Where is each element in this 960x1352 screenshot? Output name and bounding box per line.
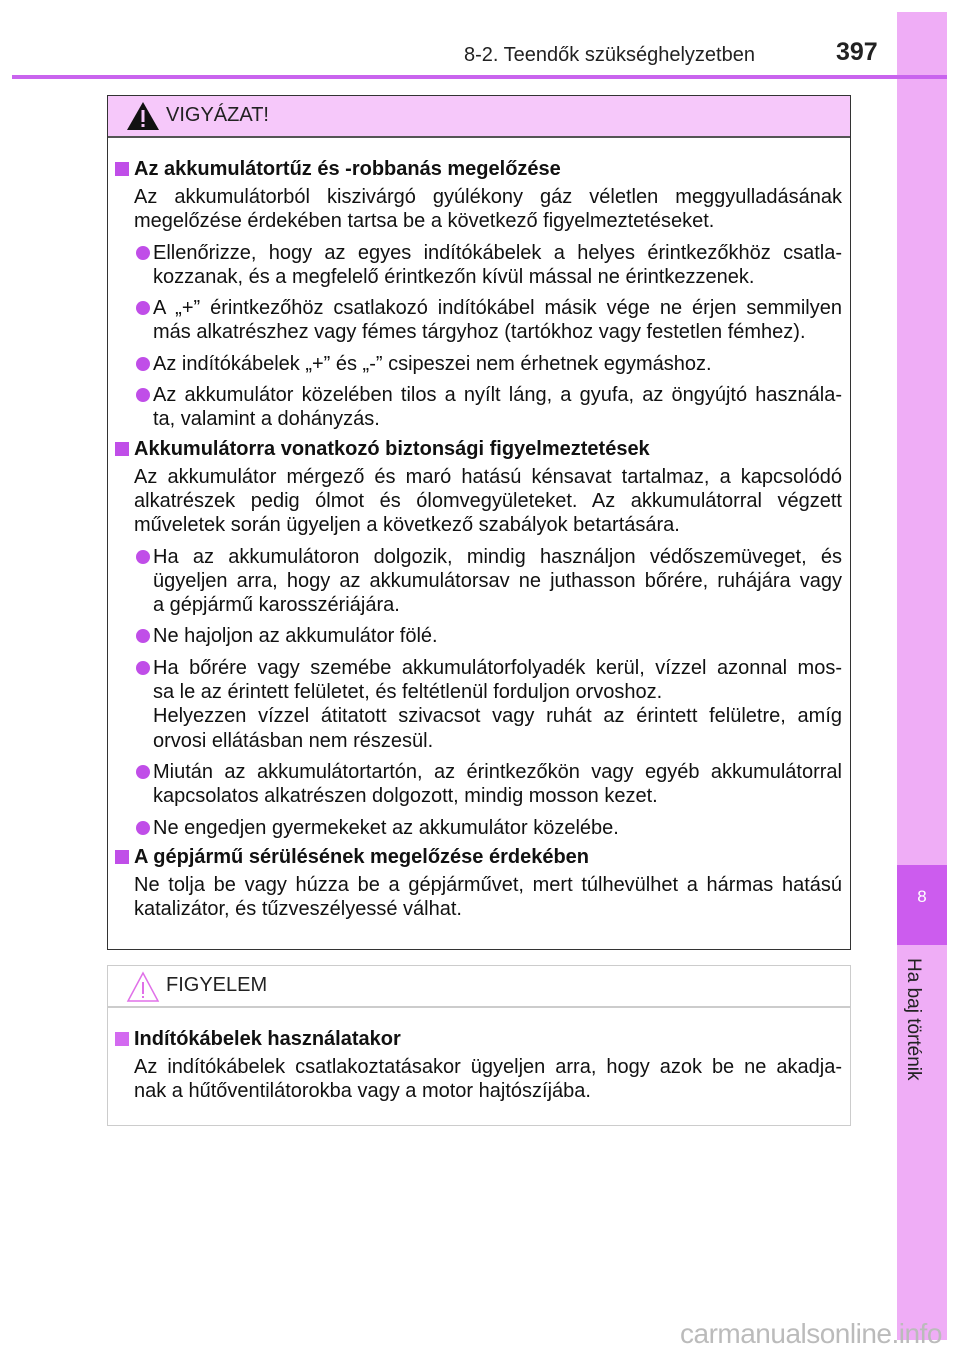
heading-text: Indítókábelek használatakor: [134, 1028, 401, 1050]
text-line: katalizátor, és tűzveszélyessé válhat.: [134, 898, 462, 921]
chapter-label: Ha baj történik: [903, 958, 924, 1081]
text-line: kapcsolatos alkatrészen dolgozott, mindig mosson kezet.: [153, 785, 658, 808]
section-title: 8-2. Teendők szükséghelyzetben: [464, 44, 755, 66]
text-line: Az indítókábelek „+” és „-” csipeszei nem érhetnek egymáshoz.: [153, 352, 712, 375]
chapter-side-tab: [897, 12, 947, 1340]
round-bullet-icon: [136, 357, 150, 371]
text-line: orvosi ellátásban nem részesül.: [153, 729, 434, 752]
round-bullet-icon: [136, 301, 150, 315]
text-line: Ha bőrére vagy szemébe akkumulátorfolyadék kerül, vízzel azonnal mos-: [153, 656, 842, 679]
round-bullet-icon: [136, 550, 150, 564]
section-heading: [114, 844, 842, 870]
notice-box: [107, 965, 851, 1126]
warning-header: [108, 96, 850, 138]
text-line: műveletek során ügyeljen a következő szabályok betartására.: [134, 514, 680, 537]
heading-text: Akkumulátorra vonatkozó biztonsági figyelmeztetések: [134, 437, 650, 460]
text-line: kozzanak, és a megfelelő érintkezőn kívül mással ne érintkezzenek.: [153, 265, 755, 288]
bullet-item: [114, 760, 842, 809]
notice-title: FIGYELEM: [166, 974, 268, 996]
warning-outline-icon: [126, 971, 160, 1003]
paragraph: [114, 465, 842, 538]
bullet-item: [114, 656, 842, 753]
warning-box: [107, 95, 851, 950]
section-heading: [114, 1026, 842, 1052]
text-line: Az akkumulátor mérgező és maró hatású kénsavat tartalmaz, a kapcsolódó: [134, 465, 842, 488]
text-line: nak a hűtőventilátorokba vagy a motor hajtószíjába.: [134, 1080, 591, 1103]
warning-triangle-icon: [126, 101, 160, 131]
paragraph: [114, 1055, 842, 1104]
section-heading: [114, 156, 842, 182]
notice-header: [108, 966, 850, 1008]
bullet-item: [114, 624, 842, 648]
text-line: Az akkumulátorból kiszivárgó gyúlékony gáz véletlen meggyulladásának: [134, 186, 842, 208]
round-bullet-icon: [136, 629, 150, 643]
watermark: carmanualsonline.info: [680, 1318, 942, 1349]
square-bullet-icon: [115, 162, 129, 176]
bullet-item: [114, 241, 842, 290]
heading-text: A gépjármű sérülésének megelőzése érdekében: [134, 845, 590, 868]
warning-content: [108, 138, 850, 921]
chapter-number: 8: [897, 865, 947, 945]
text-line: ta, valamint a dohányzás.: [153, 408, 380, 431]
text-line: sa le az érintett felületet, és feltétlenül forduljon orvoshoz.: [153, 681, 663, 704]
text-line: Az indítókábelek csatlakoztatásakor ügyeljen arra, hogy azok be ne akadja-: [134, 1056, 842, 1078]
paragraph: [114, 185, 842, 234]
page-number: 397: [836, 38, 878, 66]
header-rule: [12, 75, 947, 79]
text-line: Ne tolja be vagy húzza be a gépjárművet, mert túlhevülhet a hármas hatású: [134, 873, 842, 896]
bullet-item: [114, 816, 842, 840]
round-bullet-icon: [136, 246, 150, 260]
text-line: Helyezzen vízzel átitatott szivacsot vagy ruhát az érintett felületre, amíg: [153, 705, 842, 728]
text-line: megelőzése érdekében tartsa be a következő figyelmeztetéseket.: [134, 210, 715, 233]
text-line: Ellenőrizze, hogy az egyes indítókábelek a helyes érintkezőkhöz csatla-: [153, 241, 842, 264]
round-bullet-icon: [136, 821, 150, 835]
round-bullet-icon: [136, 765, 150, 779]
paragraph: [114, 873, 842, 922]
text-line: a gépjármű karosszériájára.: [153, 594, 400, 617]
round-bullet-icon: [136, 661, 150, 675]
square-bullet-icon: [115, 850, 129, 864]
section-heading: [114, 436, 842, 462]
text-line: Ne engedjen gyermekeket az akkumulátor közelébe.: [153, 816, 619, 839]
text-line: más alkatrészhez vagy fémes tárgyhoz (tartókhoz vagy festetlen fémhez).: [153, 321, 806, 344]
text-line: Ne hajoljon az akkumulátor fölé.: [153, 625, 438, 648]
heading-text: Az akkumulátortűz és -robbanás megelőzése: [134, 158, 561, 180]
round-bullet-icon: [136, 388, 150, 402]
bullet-item: [114, 296, 842, 345]
warning-title: VIGYÁZAT!: [166, 104, 269, 126]
bullet-item: [114, 352, 842, 376]
square-bullet-icon: [115, 442, 129, 456]
notice-content: [108, 1008, 850, 1104]
text-line: Miután az akkumulátortartón, az érintkezőkön vagy egyéb akkumulátorral: [153, 760, 842, 783]
text-line: A „+” érintkezőhöz csatlakozó indítókábel másik vége ne érjen semmilyen: [153, 297, 842, 320]
text-line: ügyeljen arra, hogy az akkumulátorsav ne juthasson bőrére, ruhájára vagy: [153, 569, 842, 592]
text-line: Ha az akkumulátoron dolgozik, mindig használjon védőszemüveget, és: [153, 545, 842, 568]
text-line: Az akkumulátor közelében tilos a nyílt láng, a gyufa, az öngyújtó használa-: [153, 384, 842, 407]
bullet-item: [114, 383, 842, 432]
text-line: alkatrészek pedig ólmot és ólomvegyületeket. Az akkumulátorral végzett: [134, 489, 842, 512]
bullet-item: [114, 545, 842, 618]
square-bullet-icon: [115, 1032, 129, 1046]
